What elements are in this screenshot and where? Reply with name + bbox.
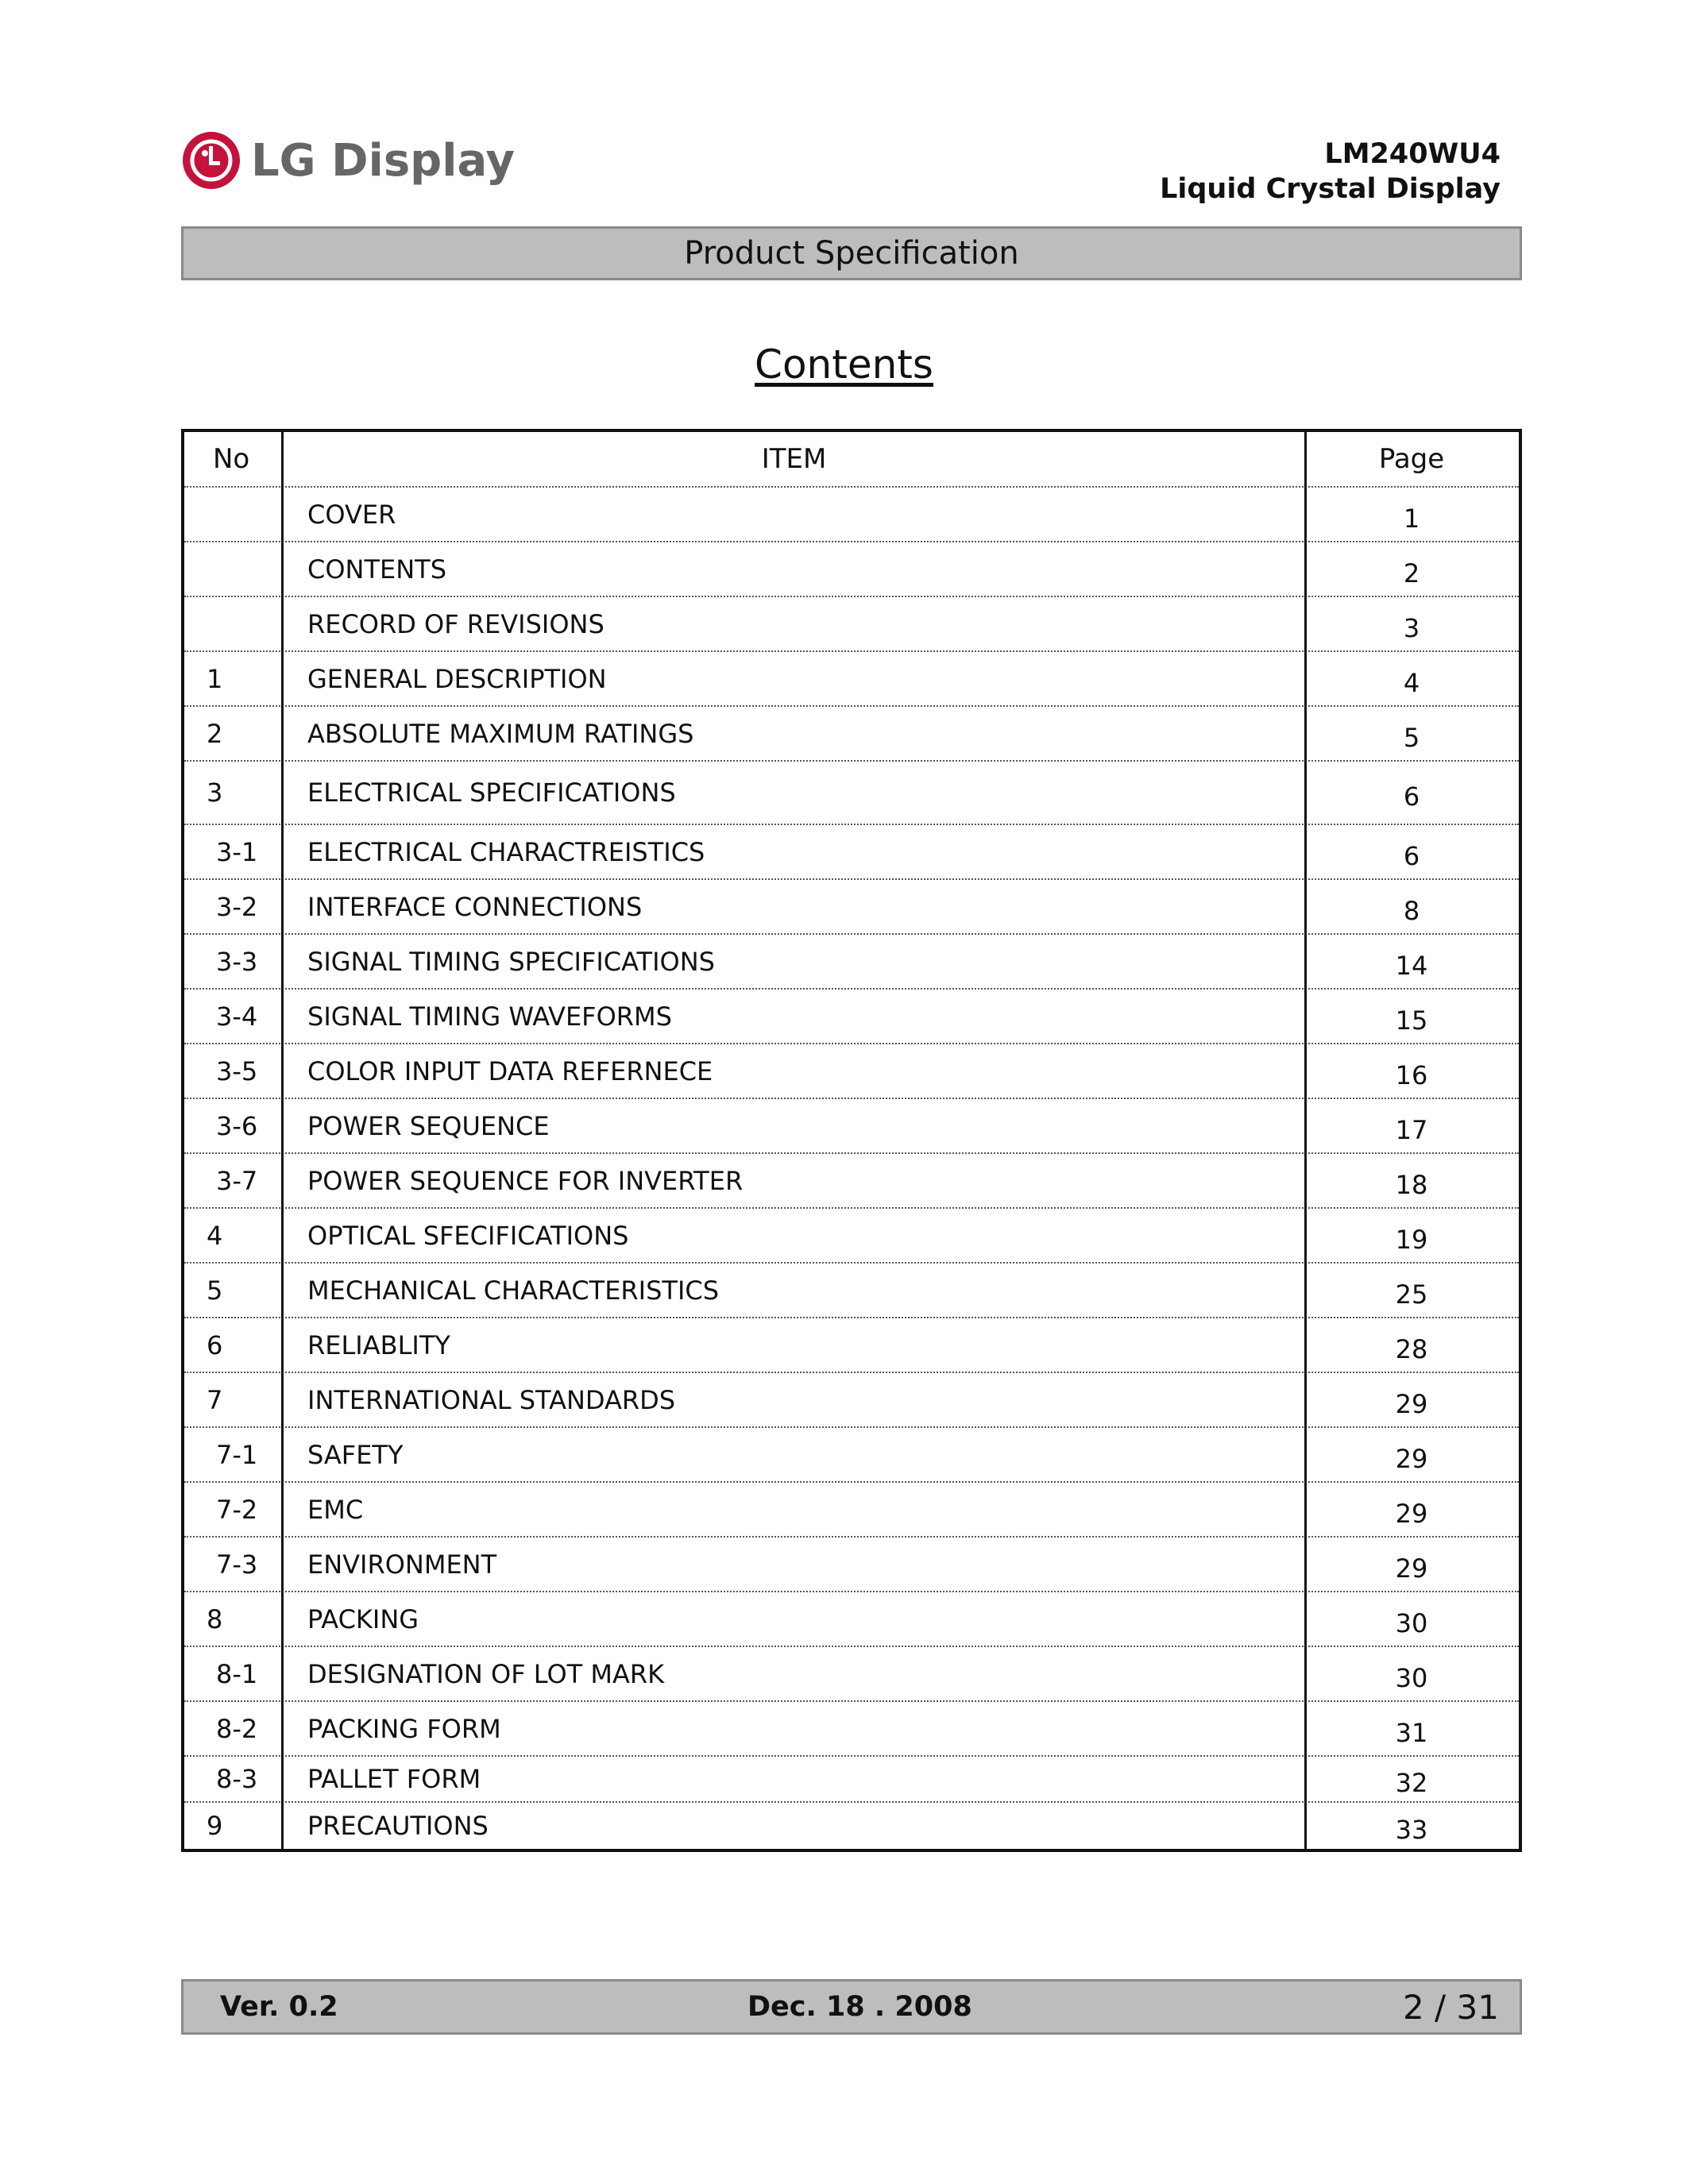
row-no: 3-6 — [216, 1110, 258, 1141]
row-item: PACKING FORM — [307, 1713, 501, 1744]
footer-bar — [181, 1979, 1522, 2035]
page-number: 2 / 31 — [1402, 1987, 1499, 2027]
row-no: 3 — [207, 778, 223, 808]
row-no: 3-7 — [216, 1165, 258, 1196]
table-row — [184, 652, 1519, 707]
row-no: 8-2 — [216, 1713, 258, 1744]
row-page: 5 — [1403, 722, 1420, 753]
row-no: 5 — [207, 1275, 223, 1306]
row-no: 7-3 — [216, 1549, 258, 1580]
header-item: ITEM — [761, 443, 827, 475]
row-no: 3-5 — [216, 1055, 258, 1086]
row-item: INTERNATIONAL STANDARDS — [307, 1384, 676, 1415]
row-page: 28 — [1395, 1333, 1428, 1364]
row-page: 30 — [1395, 1662, 1428, 1693]
table-row — [184, 1373, 1519, 1428]
column-divider-page — [1304, 432, 1307, 1849]
table-row — [184, 707, 1519, 762]
document-header-right — [1160, 137, 1501, 206]
row-item: CONTENTS — [307, 554, 447, 585]
table-row — [184, 542, 1519, 597]
table-row — [184, 1264, 1519, 1318]
contents-table — [181, 429, 1522, 1852]
row-page: 31 — [1395, 1717, 1428, 1748]
product-specification-banner — [181, 226, 1522, 280]
row-no: 8-3 — [216, 1764, 258, 1794]
table-row — [184, 762, 1519, 825]
logo-wordmark: LG Display — [251, 134, 516, 187]
table-row — [184, 990, 1519, 1044]
row-no: 3-3 — [216, 946, 258, 977]
row-page: 29 — [1395, 1388, 1428, 1419]
row-item: OPTICAL SFECIFICATIONS — [307, 1220, 629, 1251]
row-item: EMC — [307, 1494, 364, 1525]
table-row — [184, 825, 1519, 880]
row-item: SIGNAL TIMING WAVEFORMS — [307, 1001, 672, 1032]
row-page: 6 — [1403, 840, 1420, 871]
row-item: RELIABLITY — [307, 1329, 450, 1360]
version-label: Ver. 0.2 — [220, 1991, 338, 2023]
lg-display-logo — [181, 130, 515, 191]
row-no: 3-2 — [216, 891, 258, 922]
table-row — [184, 1647, 1519, 1702]
row-page: 1 — [1403, 503, 1420, 534]
row-page: 30 — [1395, 1607, 1428, 1638]
row-item: ENVIRONMENT — [307, 1549, 497, 1580]
header-no: No — [213, 443, 250, 475]
row-page: 32 — [1395, 1768, 1428, 1798]
row-page: 8 — [1403, 895, 1420, 926]
table-row — [184, 1592, 1519, 1647]
row-page: 17 — [1395, 1114, 1428, 1145]
row-item: ELECTRICAL CHARACTREISTICS — [307, 836, 705, 867]
row-item: PALLET FORM — [307, 1764, 481, 1794]
product-type: Liquid Crystal Display — [1160, 173, 1501, 205]
row-no: 4 — [207, 1220, 223, 1251]
row-page: 16 — [1395, 1059, 1428, 1090]
table-row — [184, 1428, 1519, 1483]
row-no: 9 — [207, 1811, 223, 1841]
row-no: 6 — [207, 1329, 223, 1360]
row-item: ELECTRICAL SPECIFICATIONS — [307, 778, 676, 808]
row-page: 33 — [1395, 1815, 1428, 1845]
row-page: 14 — [1395, 950, 1428, 981]
row-page: 4 — [1403, 667, 1420, 698]
table-row — [184, 1209, 1519, 1264]
table-row — [184, 1483, 1519, 1538]
row-page: 6 — [1403, 781, 1420, 812]
lg-face-logo-icon — [181, 130, 241, 191]
row-no: 8 — [207, 1603, 223, 1634]
row-page: 19 — [1395, 1224, 1428, 1255]
table-row — [184, 935, 1519, 990]
row-page: 25 — [1395, 1279, 1428, 1310]
row-no: 7-1 — [216, 1439, 258, 1470]
row-item: POWER SEQUENCE FOR INVERTER — [307, 1165, 744, 1196]
table-row — [184, 1318, 1519, 1373]
row-no: 1 — [207, 663, 223, 694]
table-row — [184, 1099, 1519, 1154]
row-item: ABSOLUTE MAXIMUM RATINGS — [307, 718, 694, 749]
row-no: 7 — [207, 1384, 223, 1415]
table-row — [184, 1538, 1519, 1592]
table-row — [184, 1803, 1519, 1849]
table-header-row — [184, 432, 1519, 488]
row-item: POWER SEQUENCE — [307, 1110, 550, 1141]
row-page: 2 — [1403, 558, 1420, 588]
header-page: Page — [1378, 443, 1445, 475]
row-no: 8-1 — [216, 1658, 258, 1689]
table-row — [184, 597, 1519, 652]
row-item: INTERFACE CONNECTIONS — [307, 891, 643, 922]
table-row — [184, 1154, 1519, 1209]
contents-title: Contents — [755, 341, 933, 388]
row-no: 2 — [207, 718, 223, 749]
banner-title: Product Specification — [684, 235, 1019, 272]
row-no: 3-1 — [216, 836, 258, 867]
table-row — [184, 1702, 1519, 1757]
row-item: COVER — [307, 499, 396, 530]
row-item: GENERAL DESCRIPTION — [307, 663, 607, 694]
row-no: 7-2 — [216, 1494, 258, 1525]
table-row — [184, 488, 1519, 542]
model-number: LM240WU4 — [1324, 138, 1501, 170]
row-page: 29 — [1395, 1498, 1428, 1529]
table-row — [184, 1044, 1519, 1099]
row-item: DESIGNATION OF LOT MARK — [307, 1658, 665, 1689]
table-row — [184, 1757, 1519, 1803]
row-item: COLOR INPUT DATA REFERNECE — [307, 1055, 713, 1086]
row-page: 29 — [1395, 1553, 1428, 1584]
row-page: 18 — [1395, 1169, 1428, 1200]
row-item: PRECAUTIONS — [307, 1811, 489, 1841]
row-item: PACKING — [307, 1603, 419, 1634]
row-item: RECORD OF REVISIONS — [307, 608, 605, 639]
table-row — [184, 880, 1519, 935]
row-item: SAFETY — [307, 1439, 404, 1470]
column-divider-no — [281, 432, 284, 1849]
row-item: SIGNAL TIMING SPECIFICATIONS — [307, 946, 715, 977]
row-no: 3-4 — [216, 1001, 258, 1032]
row-item: MECHANICAL CHARACTERISTICS — [307, 1275, 720, 1306]
row-page: 15 — [1395, 1005, 1428, 1036]
date-label: Dec. 18 . 2008 — [747, 1991, 972, 2023]
row-page: 29 — [1395, 1443, 1428, 1474]
row-page: 3 — [1403, 612, 1420, 643]
